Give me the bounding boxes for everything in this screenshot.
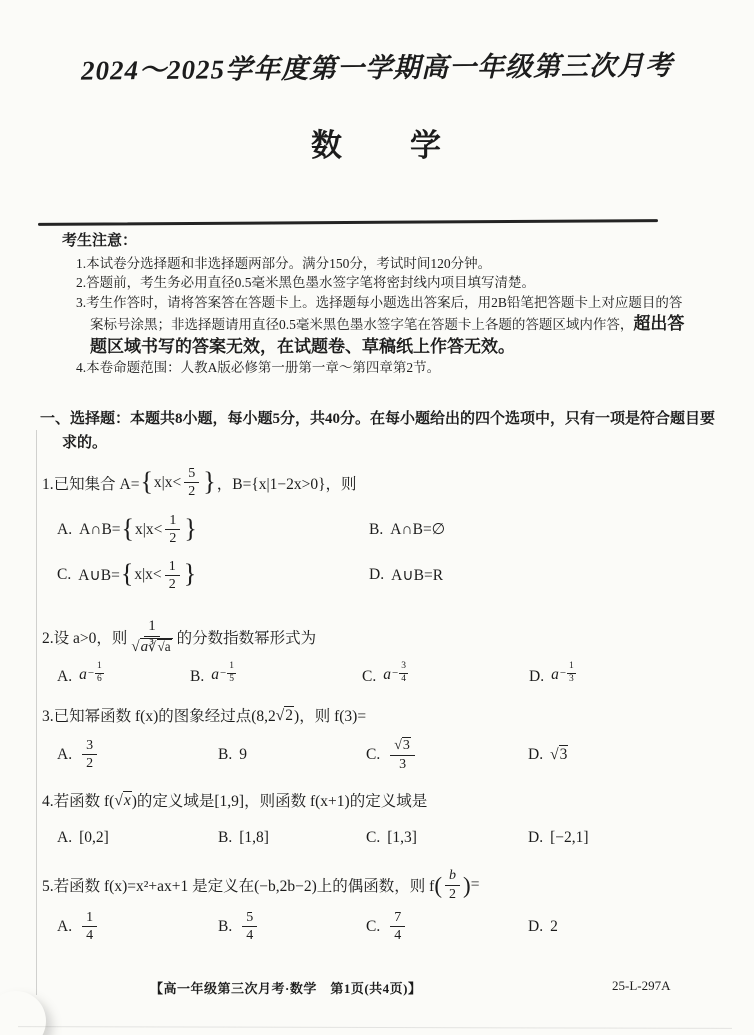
denominator: 3 bbox=[569, 673, 574, 684]
option-2C bbox=[362, 661, 529, 688]
close-paren: ) bbox=[463, 872, 471, 898]
exponent-fraction bbox=[227, 662, 236, 684]
sqrt-expression bbox=[276, 706, 294, 725]
option-label: C. bbox=[362, 668, 377, 686]
denominator: 4 bbox=[86, 928, 94, 944]
option-text: A∪B= bbox=[78, 566, 120, 584]
radicand bbox=[140, 638, 173, 656]
exponent-sign: − bbox=[391, 667, 399, 680]
numerator: 5 bbox=[242, 910, 257, 927]
question-2-stem bbox=[42, 616, 720, 657]
exam-subject: 数 学 bbox=[311, 128, 443, 163]
power-expression bbox=[79, 661, 104, 688]
denominator: 2 bbox=[449, 886, 457, 902]
stem-text: 5.若函数 f(x)=x²+ax+1 是定义在(−b,2b−2)上的偶函数，则 f bbox=[42, 878, 435, 896]
option-3C bbox=[366, 737, 528, 772]
open-paren: ( bbox=[434, 872, 443, 898]
exponent-fraction bbox=[567, 662, 576, 684]
option-text: A∩B= bbox=[79, 520, 121, 538]
option-2B bbox=[190, 661, 362, 688]
base: a bbox=[211, 666, 219, 684]
option-text: [−2,1] bbox=[550, 829, 589, 847]
question-1 bbox=[42, 466, 720, 592]
radicand: 2 bbox=[285, 706, 294, 724]
option-4D bbox=[528, 829, 589, 847]
open-brace: { bbox=[121, 513, 135, 543]
option-text: [1,3] bbox=[387, 829, 417, 847]
question-3 bbox=[42, 703, 720, 772]
option-text: A∩B=∅ bbox=[390, 521, 446, 539]
sqrt-expression bbox=[131, 638, 172, 656]
denominator: 6 bbox=[97, 673, 102, 684]
sqrt-expression bbox=[114, 791, 131, 810]
big-fraction bbox=[131, 618, 172, 655]
open-brace: { bbox=[120, 559, 134, 589]
option-3B bbox=[218, 746, 366, 764]
exam-title: 2024～2025学年度第一学期高一年级第三次月考 bbox=[80, 50, 674, 86]
sqrt-expression bbox=[394, 737, 411, 753]
question-5-stem bbox=[42, 868, 720, 902]
exponent-sign: − bbox=[559, 667, 567, 680]
option-label: B. bbox=[369, 520, 384, 538]
radicand: 3 bbox=[559, 746, 568, 764]
option-label: A. bbox=[57, 917, 73, 935]
radical-sign: √ bbox=[275, 706, 285, 724]
questions-area bbox=[42, 466, 720, 944]
radical-sign: √ bbox=[131, 638, 140, 655]
stem-text: )的定义域是[1,9]，则函数 f(x+1)的定义域是 bbox=[131, 793, 428, 811]
notice-item-2: 2.答题前，考生务必用直径0.5毫米黑色墨水签字笔将密封线内项目填写清楚。 bbox=[76, 275, 535, 290]
stem-text: 的分数指数幂形式为 bbox=[176, 629, 317, 647]
question-5 bbox=[42, 868, 720, 944]
option-5D bbox=[528, 918, 558, 936]
fraction bbox=[82, 738, 97, 772]
option-5A bbox=[57, 910, 218, 944]
radicand: 3 bbox=[402, 738, 410, 754]
equals-sign: = bbox=[470, 876, 480, 894]
stem-text: 2.设 a>0，则 bbox=[42, 629, 128, 647]
notice-heading: 考生注意： bbox=[62, 233, 138, 249]
option-label: A. bbox=[57, 829, 73, 847]
set-body: x|x< bbox=[153, 473, 182, 491]
question-3-stem bbox=[42, 703, 720, 727]
option-label: D. bbox=[528, 917, 544, 935]
numerator: 7 bbox=[390, 910, 405, 927]
option-label: C. bbox=[366, 917, 381, 935]
base: a bbox=[79, 666, 87, 684]
numerator: 3 bbox=[82, 738, 97, 755]
question-2 bbox=[42, 616, 720, 691]
denominator: 2 bbox=[169, 531, 177, 547]
stem-text: 1.已知集合 A= bbox=[42, 475, 140, 493]
radical-sign: √ bbox=[114, 791, 123, 809]
numerator: b bbox=[445, 868, 460, 885]
numerator: 1 bbox=[82, 910, 97, 927]
notice-section bbox=[62, 232, 686, 378]
section-one-heading: 一、选择题：本题共8小题，每小题5分，共40分。在每小题给出的四个选项中，只有一项是符合题目要求的。 bbox=[40, 411, 716, 451]
numerator: 5 bbox=[184, 466, 199, 483]
denominator: 2 bbox=[188, 484, 196, 500]
option-row bbox=[42, 737, 720, 772]
option-label: A. bbox=[57, 520, 73, 538]
fraction bbox=[165, 559, 180, 593]
option-text: [1,8] bbox=[239, 829, 269, 847]
stem-text: ，B={x|1−2x>0}，则 bbox=[216, 475, 357, 493]
option-label: D. bbox=[528, 745, 544, 763]
option-label: C. bbox=[366, 745, 381, 763]
notice-item-4: 4.本卷命题范围：人教A版必修第一册第一章～第四章第2节。 bbox=[76, 360, 441, 375]
denominator: 4 bbox=[401, 673, 406, 684]
option-label: A. bbox=[57, 668, 73, 686]
scan-bottom-line bbox=[18, 1026, 732, 1029]
power-expression bbox=[551, 661, 576, 688]
option-1A bbox=[57, 513, 369, 547]
option-row bbox=[42, 910, 720, 944]
option-row bbox=[42, 559, 720, 593]
footer-exam-label: 【高一年级第三次月考·数学 第1页(共4页)】 bbox=[150, 981, 422, 996]
option-text: 9 bbox=[239, 745, 247, 763]
close-brace: } bbox=[184, 513, 197, 543]
option-label: A. bbox=[57, 745, 73, 763]
numerator: 1 bbox=[227, 662, 236, 674]
option-label: D. bbox=[529, 668, 545, 686]
set-body: x|x< bbox=[134, 566, 162, 584]
option-1B bbox=[369, 520, 445, 539]
option-3D bbox=[528, 745, 568, 764]
fraction bbox=[165, 513, 180, 547]
close-brace: } bbox=[203, 466, 216, 496]
option-label: B. bbox=[218, 745, 233, 763]
option-label: B. bbox=[218, 917, 233, 935]
exponent-fraction bbox=[95, 662, 104, 684]
radical-sign: √ bbox=[394, 738, 402, 754]
exponent bbox=[88, 662, 104, 684]
option-label: C. bbox=[57, 566, 72, 584]
option-text: [0,2] bbox=[79, 829, 109, 847]
option-label: C. bbox=[366, 829, 381, 847]
base: a bbox=[551, 666, 559, 684]
numerator: 1 bbox=[165, 513, 180, 530]
numerator: 3 bbox=[399, 662, 408, 674]
option-5C bbox=[366, 910, 528, 944]
fraction bbox=[184, 466, 199, 500]
denominator: 3 bbox=[399, 756, 407, 772]
option-1D bbox=[369, 566, 443, 585]
option-row bbox=[42, 513, 720, 547]
denominator: 4 bbox=[394, 928, 402, 944]
footer-paper-code: 25-L-297A bbox=[612, 978, 671, 993]
numerator: 1 bbox=[95, 662, 104, 674]
stem-text: 3.已知幂函数 f(x)的图象经过点(8,2 bbox=[42, 708, 276, 726]
exponent-sign: − bbox=[87, 667, 95, 680]
exponent-fraction bbox=[399, 662, 408, 684]
scan-corner-shadow bbox=[0, 991, 46, 1035]
option-row bbox=[42, 663, 720, 691]
radicand: √a bbox=[157, 638, 171, 654]
question-4-stem bbox=[42, 788, 720, 812]
notice-item-1: 1.本试卷分选择题和非选择题两部分。满分150分，考试时间120分钟。 bbox=[76, 255, 492, 271]
option-label: D. bbox=[369, 566, 385, 584]
stem-text: 4.若函数 f( bbox=[42, 793, 115, 811]
fraction bbox=[390, 737, 415, 772]
stem-text: )，则 f(3)= bbox=[294, 708, 367, 726]
notice-item-3 bbox=[76, 293, 686, 359]
sqrt-expression bbox=[550, 745, 568, 764]
numerator bbox=[390, 737, 415, 755]
scan-edge-line bbox=[36, 430, 37, 995]
option-row bbox=[42, 824, 720, 852]
denominator: 2 bbox=[86, 756, 94, 772]
power-expression bbox=[383, 661, 408, 688]
fraction bbox=[390, 910, 405, 944]
denominator: 4 bbox=[246, 928, 254, 944]
radical-sign: ∛ bbox=[148, 638, 157, 654]
question-1-stem bbox=[42, 466, 720, 500]
base: a bbox=[383, 666, 391, 684]
fraction bbox=[445, 868, 460, 902]
denominator: 5 bbox=[229, 673, 234, 684]
radicand: x bbox=[123, 791, 131, 809]
fraction bbox=[242, 910, 257, 944]
denominator bbox=[131, 637, 172, 656]
power-expression bbox=[211, 661, 236, 688]
radical-sign: √ bbox=[550, 746, 559, 764]
divider-line bbox=[38, 219, 658, 226]
variable: a bbox=[140, 638, 149, 655]
option-4C bbox=[366, 829, 528, 847]
option-4B bbox=[218, 829, 366, 847]
option-1C bbox=[57, 559, 369, 593]
option-4A bbox=[57, 829, 218, 847]
notice-item-3-emphasis: 超出答题区域书写的答案无效，在试题卷、草稿纸上作答无效。 bbox=[90, 314, 685, 356]
exponent bbox=[392, 662, 408, 684]
fraction bbox=[82, 910, 97, 944]
question-4 bbox=[42, 788, 720, 852]
set-body: x|x< bbox=[135, 520, 163, 538]
cuberoot-expression bbox=[148, 639, 172, 655]
option-label: B. bbox=[218, 829, 233, 847]
option-3A bbox=[57, 738, 218, 772]
close-brace: } bbox=[183, 559, 197, 589]
option-2A bbox=[57, 661, 190, 688]
exponent bbox=[560, 662, 576, 684]
denominator: 2 bbox=[168, 576, 176, 592]
open-brace: { bbox=[140, 466, 153, 496]
numerator: 1 bbox=[567, 662, 576, 674]
exponent-sign: − bbox=[219, 667, 227, 680]
notice-item-3-normal: 3.考生作答时，请将答案答在答题卡上。选择题每小题选出答案后，用2B铅笔把答题卡上对应题目的答案标号涂黑；非选择题请用直径0.5毫米黑色墨水签字笔在答题卡上各题的答题区域内作答， bbox=[76, 294, 683, 332]
numerator: 1 bbox=[165, 559, 180, 576]
option-5B bbox=[218, 910, 366, 944]
numerator: 1 bbox=[144, 618, 160, 637]
option-text: A∪B=R bbox=[391, 566, 444, 584]
option-label: B. bbox=[190, 668, 205, 686]
option-text: 2 bbox=[550, 917, 558, 935]
option-2D bbox=[529, 661, 576, 688]
option-label: D. bbox=[528, 829, 544, 847]
exponent bbox=[220, 662, 236, 684]
